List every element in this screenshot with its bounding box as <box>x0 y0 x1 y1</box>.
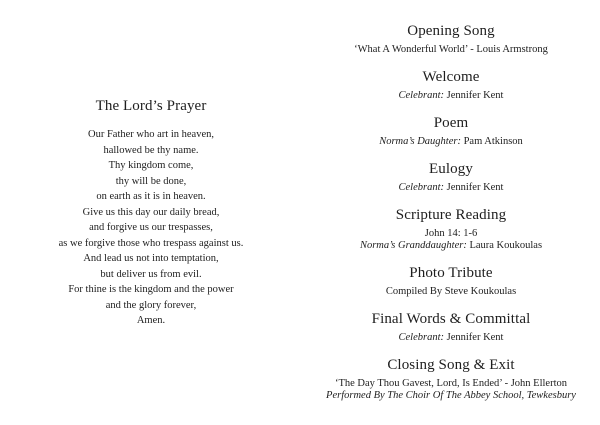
prayer-line: and forgive us our trespasses, <box>89 222 213 233</box>
section-heading: Final Words & Committal <box>371 311 531 327</box>
section-eulogy <box>301 159 600 194</box>
prayer-line: Our Father who art in heaven, <box>88 129 214 140</box>
detail-line <box>301 286 600 298</box>
section-details <box>301 90 600 102</box>
section-heading: Welcome <box>422 69 480 85</box>
detail-text: John 14: 1-6 <box>424 228 478 239</box>
section-details <box>301 228 600 252</box>
section-welcome <box>301 67 600 102</box>
section-details <box>301 136 600 148</box>
prayer-line: hallowed be thy name. <box>103 144 199 156</box>
prayer-line: and the glory forever, <box>105 299 197 311</box>
section-heading: Scripture Reading <box>395 207 507 223</box>
detail-text: Jennifer Kent <box>444 332 504 343</box>
prayer-line: as we forgive those who trespass against us. <box>58 237 244 249</box>
detail-label: Norma’s Granddaughter: <box>359 240 467 251</box>
right-page <box>301 0 600 425</box>
detail-line <box>301 378 600 390</box>
detail-label: Celebrant: <box>398 332 444 343</box>
section-heading: Opening Song <box>407 23 495 39</box>
prayer-line: And lead us not into temptation, <box>83 253 219 264</box>
section-final-words-committal <box>301 309 600 344</box>
section-poem <box>301 113 600 148</box>
section-photo-tribute <box>301 263 600 298</box>
detail-line <box>301 90 600 102</box>
detail-text: Jennifer Kent <box>444 90 504 101</box>
prayer-line: Give us this day our daily bread, <box>82 206 220 218</box>
prayer-line: thy will be done, <box>115 175 187 187</box>
detail-label: Celebrant: <box>398 182 444 193</box>
detail-line <box>301 44 600 56</box>
prayer-line: but deliver us from evil. <box>100 268 202 280</box>
left-page <box>1 0 301 425</box>
section-details <box>301 182 600 194</box>
detail-label: Norma’s Daughter: <box>379 136 461 147</box>
detail-text: Performed By The Choir Of The Abbey School, Tewkesbury <box>326 390 576 401</box>
prayer-line: on earth as it is in heaven. <box>96 191 206 202</box>
lords-prayer-title: The Lord’s Prayer <box>95 98 207 114</box>
section-details <box>301 44 600 56</box>
section-closing-song-exit <box>301 355 600 402</box>
section-opening-song <box>301 21 600 56</box>
prayer-line: Thy kingdom come, <box>108 160 194 171</box>
section-heading: Closing Song & Exit <box>387 357 515 373</box>
detail-text: Laura Koukoulas <box>466 240 543 251</box>
detail-line <box>301 228 600 240</box>
section-heading: Poem <box>433 115 469 131</box>
detail-text: Pam Atkinson <box>460 136 523 147</box>
detail-label: Celebrant: <box>398 90 444 101</box>
detail-text: ‘The Day Thou Gavest, Lord, Is Ended’ - John Ellerton <box>334 378 567 389</box>
detail-line <box>301 182 600 194</box>
section-details <box>301 286 600 298</box>
detail-text: Jennifer Kent <box>444 182 504 193</box>
prayer-line: Amen. <box>136 315 166 326</box>
section-heading: Eulogy <box>429 161 473 177</box>
detail-text: Compiled By Steve Koukoulas <box>385 286 517 297</box>
section-scripture-reading <box>301 205 600 252</box>
lords-prayer-text <box>1 127 301 329</box>
detail-line <box>301 240 600 252</box>
section-heading: Photo Tribute <box>409 265 493 281</box>
section-details <box>301 332 600 344</box>
detail-text: ‘What A Wonderful World’ - Louis Armstrong <box>354 44 548 55</box>
prayer-line: For thine is the kingdom and the power <box>68 284 234 295</box>
detail-line <box>301 332 600 344</box>
detail-line <box>301 390 600 402</box>
detail-line <box>301 136 600 148</box>
section-details <box>301 378 600 402</box>
